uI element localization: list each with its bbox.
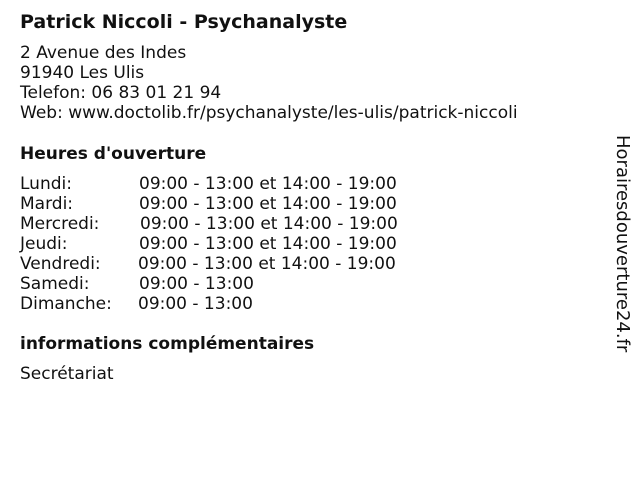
time-range: 09:00 - 13:00 et 14:00 - 19:00 bbox=[138, 254, 396, 274]
address-block bbox=[20, 43, 518, 123]
site-watermark: Horairesdouverture24.fr bbox=[612, 135, 633, 353]
day-label: Mardi: bbox=[20, 194, 74, 214]
time-range: 09:00 - 13:00 bbox=[139, 274, 254, 294]
day-label: Mercredi: bbox=[20, 214, 100, 234]
page-title: Patrick Niccoli - Psychanalyste bbox=[20, 11, 348, 33]
time-range: 09:00 - 13:00 et 14:00 - 19:00 bbox=[139, 234, 397, 254]
phone-number: Telefon: 06 83 01 21 94 bbox=[20, 83, 222, 103]
day-label: Dimanche: bbox=[20, 294, 112, 314]
day-label: Samedi: bbox=[20, 274, 90, 294]
website-link[interactable]: Web: www.doctolib.fr/psychanalyste/les-ulis/patrick-niccoli bbox=[20, 103, 518, 123]
day-label: Lundi: bbox=[20, 174, 72, 194]
address-city: 91940 Les Ulis bbox=[20, 63, 145, 83]
time-range: 09:00 - 13:00 et 14:00 - 19:00 bbox=[140, 214, 398, 234]
time-range: 09:00 - 13:00 bbox=[138, 294, 253, 314]
additional-info-heading: informations complémentaires bbox=[20, 334, 315, 354]
time-range: 09:00 - 13:00 et 14:00 - 19:00 bbox=[139, 174, 397, 194]
day-label: Vendredi: bbox=[20, 254, 101, 274]
opening-hours-heading: Heures d'ouverture bbox=[20, 144, 207, 164]
address-street: 2 Avenue des Indes bbox=[20, 43, 187, 63]
additional-info-text: Secrétariat bbox=[20, 364, 114, 384]
day-label: Jeudi: bbox=[20, 234, 68, 254]
time-range: 09:00 - 13:00 et 14:00 - 19:00 bbox=[139, 194, 397, 214]
